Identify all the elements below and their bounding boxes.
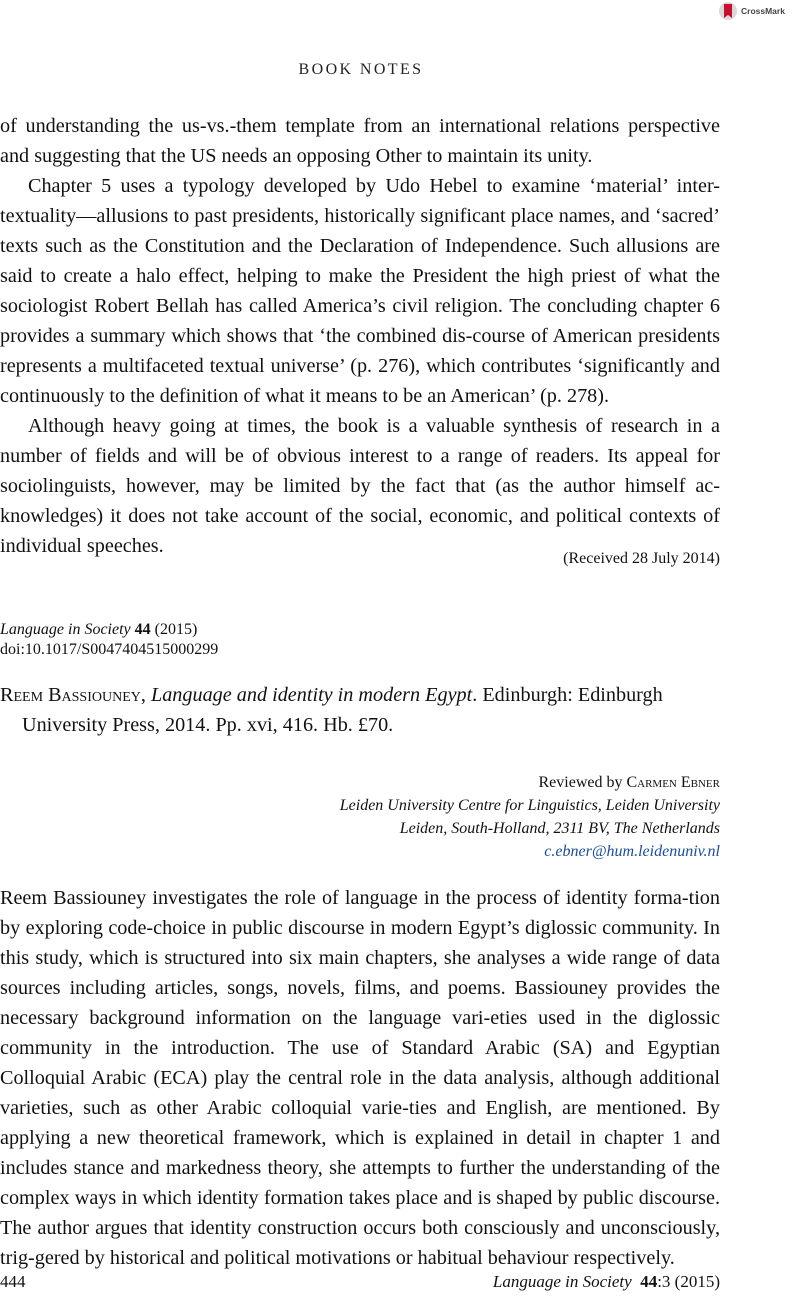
citation-year: (2015) xyxy=(154,621,198,638)
book-author: Reem Bassiouney xyxy=(0,684,141,706)
crossmark-badge[interactable] xyxy=(718,0,790,22)
footer-journal-name: Language in Society xyxy=(492,1272,632,1291)
book-title: Language and identity in modern Egypt xyxy=(150,684,473,706)
reviewer-block xyxy=(340,771,720,863)
paragraph: Reem Bassiouney investigates the role of language in the process of identity forma-tion by exploring code-choice in public discourse in modern Egypt’s diglossic community. In this study, which is structured into six main chapters, she analyses a wide range of data sources including articles, songs, novels, films, and poems. Bassiouney provides the necessary background information on the language vari-eties used in the diglossic community in the introduction. The use of Standard Arabic (SA) and Egyptian Colloquial Arabic (ECA) play the central role in the data analysis, although additional varieties, such as other Arabic colloquial varie-ties and English, are mentioned. By applying a new theoretical framework, which is explained in detail in chapter 1 and includes stance and markedness theory, she attempts to further the understanding of the complex ways in which identity formation takes place and is shaped by public discourse. The author argues that identity construction occurs both consciously and unconsciously, trig-gered by historical and political motivations or habitual behaviour respectively. xyxy=(0,887,720,1269)
footer-issue: 44 xyxy=(640,1272,658,1291)
crossmark-label: CrossMark xyxy=(741,6,785,16)
page-number: 444 xyxy=(0,1272,26,1291)
reviewer-email-link[interactable]: c.ebner@hum.leidenuniv.nl xyxy=(544,843,720,860)
citation-journal: Language in Society xyxy=(0,621,131,638)
reviewer-address: Leiden, South-Holland, 2311 BV, The Netherlands xyxy=(399,820,720,837)
paragraph: Although heavy going at times, the book is a valuable synthesis of research in a number of fields and will be of obvious interest to a range of readers. Its appeal for sociolinguists, however, may be limited by the fact that (as the author himself ac-knowledges) it does not take account of the social, economic, and political contexts of individual speeches. xyxy=(0,415,720,557)
review-body xyxy=(0,883,720,1273)
paragraph: of understanding the us-vs.-them template from an international relations perspective and suggesting that the US needs an opposing Other to maintain its unity. xyxy=(0,115,720,167)
reviewer-affiliation: Leiden University Centre for Linguistics, Leiden University xyxy=(339,797,720,814)
running-head: BOOK NOTES xyxy=(298,61,424,78)
book-reference: Reem Bassiouney, Language and identity in modern Egypt. Edinburgh: Edinburgh University Press, 2014. Pp. xvi, 416. Hb. £70. xyxy=(0,684,663,736)
footer-issue-rest: :3 (2015) xyxy=(657,1272,720,1291)
reviewer-name: Carmen Ebner xyxy=(626,774,720,791)
reviewer-prefix: Reviewed by xyxy=(538,774,623,791)
received-date: (Received 28 July 2014) xyxy=(563,550,720,567)
footer-journal xyxy=(493,1272,720,1292)
citation-volume: 44 xyxy=(134,621,151,638)
previous-review-text xyxy=(0,111,720,561)
book-publication: . Edinburgh: Edinburgh University Press, 2014. Pp. xvi, 416. Hb. £70. xyxy=(22,684,663,736)
crossmark-icon xyxy=(718,0,738,22)
article-citation xyxy=(0,620,218,660)
citation-doi[interactable]: doi:10.1017/S0047404515000299 xyxy=(0,641,219,658)
paragraph: Chapter 5 uses a typology developed by Udo Hebel to examine ‘material’ inter-textuality—allusions to past presidents, historically significant place names, and ‘sacred’ texts such as the Constitution and the Declaration of Independence. Such allusions are said to create a halo effect, helping to make the President the high priest of what the sociologist Robert Bellah has called America’s civil religion. The concluding chapter 6 provides a summary which shows that ‘the combined dis-course of American presidents represents a multifaceted textual universe’ (p. 276), which contributes ‘significantly and continuously to the definition of what it means to be an American’ (p. 278). xyxy=(0,175,720,407)
